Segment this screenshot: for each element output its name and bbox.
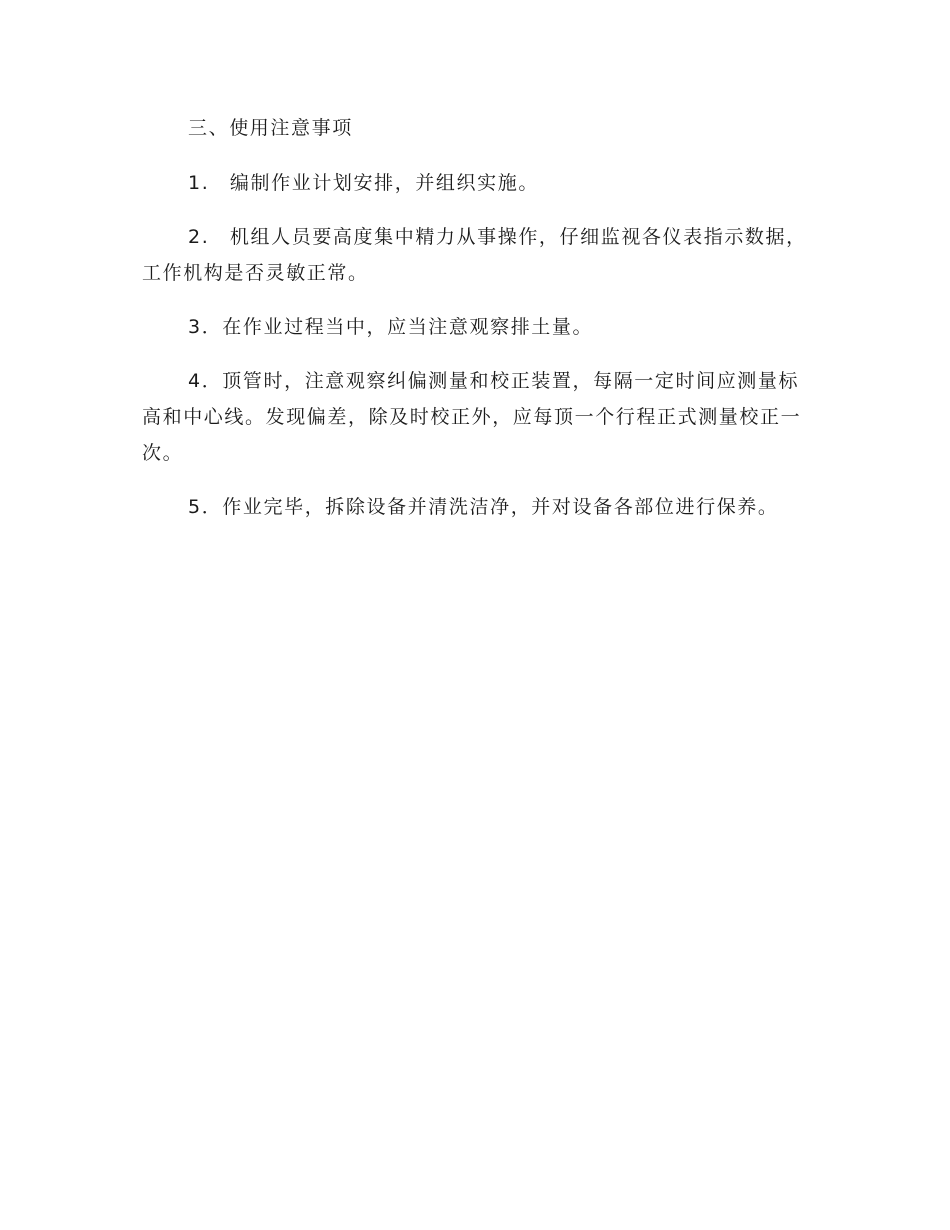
document-body [142, 110, 808, 543]
list-item-5: 5．作业完毕，拆除设备并清洗洁净，并对设备各部位进行保养。 [188, 496, 779, 518]
list-item-2: 2. 机组人员要高度集中精力从事操作，仔细监视各仪表指示数据，工作机构是否灵敏正常。 [142, 226, 807, 284]
list-item-1: 1. 编制作业计划安排，并组织实施。 [188, 172, 539, 194]
list-item-4: 4．顶管时，注意观察纠偏测量和校正装置，每隔一定时间应测量标高和中心线。发现偏差，除及时校正外，应每顶一个行程正式测量校正一次。 [142, 370, 802, 464]
section-heading: 三、使用注意事项 [188, 117, 353, 139]
list-item-3: 3．在作业过程当中，应当注意观察排土量。 [188, 316, 594, 338]
